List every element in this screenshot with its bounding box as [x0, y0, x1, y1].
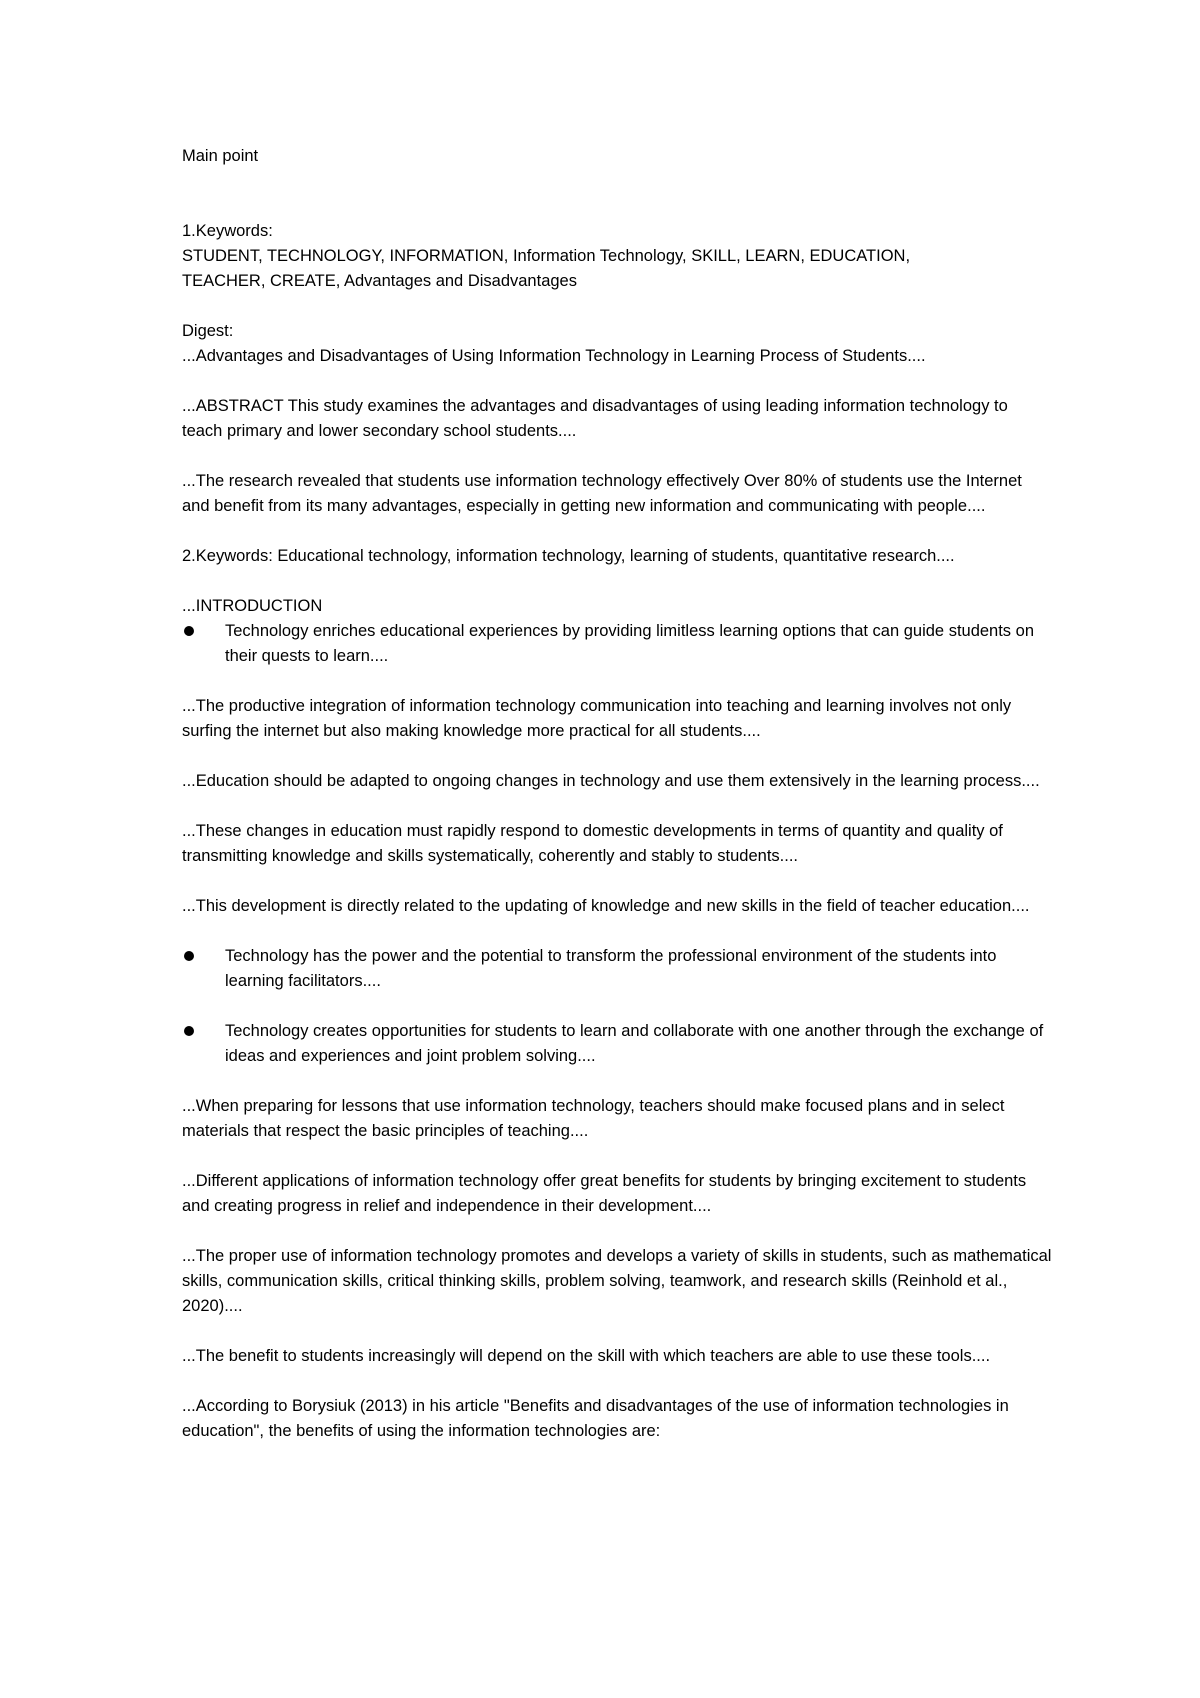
bullet-text: Technology has the power and the potential to transform the professional environment of the students into learning facilitators....	[225, 947, 997, 990]
bullet-item	[182, 619, 1052, 669]
bullet-text: Technology creates opportunities for students to learn and collaborate with one another through the exchange of ideas and experiences and joint problem solving....	[225, 1022, 1044, 1065]
intro-paragraph: ...The benefit to students increasingly will depend on the skill with which teachers are able to use these tools....	[182, 1347, 991, 1365]
keywords-2: 2.Keywords: Educational technology, information technology, learning of students, quantitative research....	[182, 547, 955, 565]
intro-paragraph: ...According to Borysiuk (2013) in his article "Benefits and disadvantages of the use of information technologies in education", the benefits of using the information technologies are:	[182, 1397, 1009, 1440]
intro-paragraph: ...The productive integration of information technology communication into teaching and learning involves not only surfing the internet but also making knowledge more practical for all students....	[182, 697, 1012, 740]
document-body	[182, 144, 1052, 1444]
page-heading: Main point	[182, 147, 259, 165]
bullet-item	[182, 944, 1052, 994]
intro-paragraph: ...Different applications of information technology offer great benefits for students by bringing excitement to students and creating progress in relief and independence in their development....	[182, 1172, 1027, 1215]
keywords-1-line-1: STUDENT, TECHNOLOGY, INFORMATION, Information Technology, SKILL, LEARN, EDUCATION,	[182, 247, 911, 265]
intro-paragraph: ...These changes in education must rapidly respond to domestic developments in terms of quantity and quality of transmitting knowledge and skills systematically, coherently and stably to students....	[182, 822, 1003, 865]
intro-paragraph: ...The proper use of information technology promotes and develops a variety of skills in students, such as mathematical skills, communication skills, critical thinking skills, problem solving, teamwork, and research skills (Reinhold et al., 2020)....	[182, 1247, 1052, 1315]
intro-paragraph: ...Education should be adapted to ongoing changes in technology and use them extensively in the learning process....	[182, 772, 1040, 790]
digest-label: Digest:	[182, 322, 234, 340]
digest-paragraph: ...Advantages and Disadvantages of Using Information Technology in Learning Process of Students....	[182, 347, 926, 365]
bullet-item	[182, 1019, 1052, 1069]
introduction-label: ...INTRODUCTION	[182, 597, 323, 615]
keywords-1-line-2: TEACHER, CREATE, Advantages and Disadvantages	[182, 272, 577, 290]
digest-paragraph: ...The research revealed that students use information technology effectively Over 80% of students use the Internet and benefit from its many advantages, especially in getting new information and communicating with people....	[182, 472, 1022, 515]
bullet-icon	[184, 1026, 194, 1036]
bullet-icon	[184, 951, 194, 961]
keywords-1-label: 1.Keywords:	[182, 222, 273, 240]
bullet-icon	[184, 626, 194, 636]
digest-paragraph: ...ABSTRACT This study examines the advantages and disadvantages of using leading information technology to teach primary and lower secondary school students....	[182, 397, 1008, 440]
intro-paragraph: ...When preparing for lessons that use information technology, teachers should make focused plans and in select materials that respect the basic principles of teaching....	[182, 1097, 1005, 1140]
intro-paragraph: ...This development is directly related to the updating of knowledge and new skills in the field of teacher education....	[182, 897, 1030, 915]
bullet-text: Technology enriches educational experiences by providing limitless learning options that can guide students on their quests to learn....	[225, 622, 1034, 665]
